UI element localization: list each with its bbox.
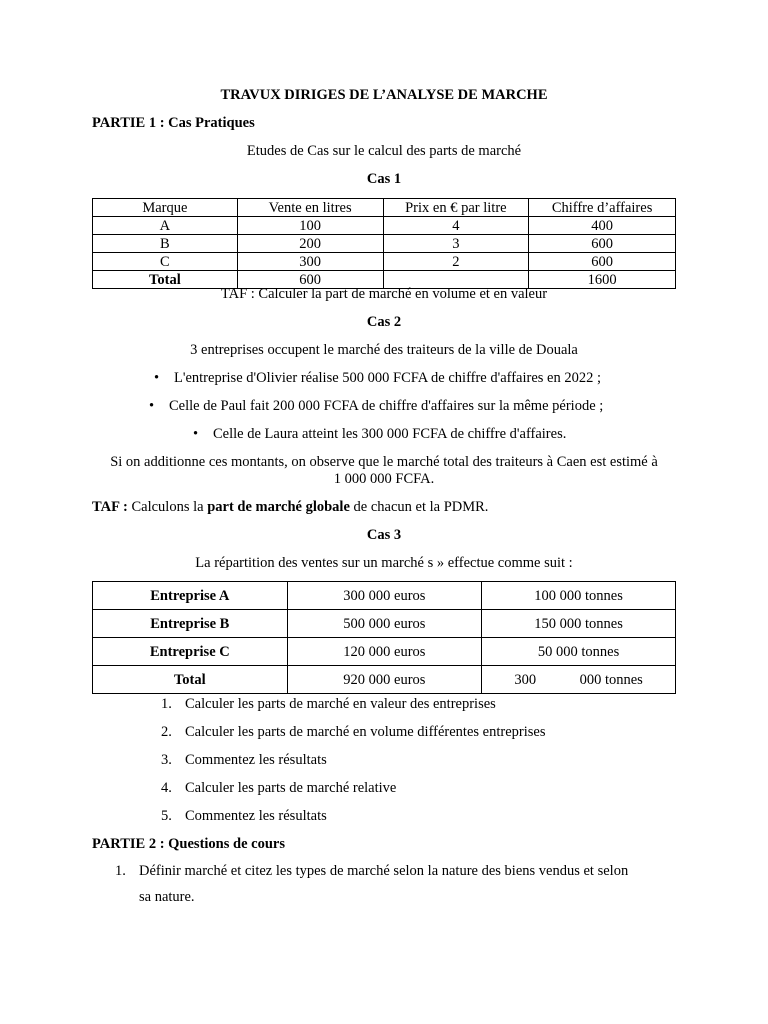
- table-cell: Total: [93, 271, 238, 289]
- partie1-heading: PARTIE 1 : Cas Pratiques: [92, 115, 255, 131]
- list-number: 3.: [161, 752, 172, 768]
- table-cell: 600: [529, 235, 676, 253]
- list-item-text: Calculer les parts de marché en volume différentes entreprises: [185, 724, 546, 740]
- list-number: 1.: [115, 863, 126, 879]
- list-item: [154, 370, 601, 387]
- list-item: [115, 863, 628, 880]
- bullet-icon: •: [149, 398, 155, 414]
- list-item: [193, 426, 566, 443]
- taf-label: TAF :: [92, 499, 128, 515]
- table-cell: C: [93, 253, 238, 271]
- table-cell: 3: [383, 235, 529, 253]
- list-item: [149, 398, 603, 415]
- taf-bold-text: part de marché globale: [207, 499, 350, 515]
- table-row: [93, 582, 676, 610]
- cas2-heading: Cas 2: [366, 314, 402, 330]
- list-number: 4.: [161, 780, 172, 796]
- table-cell: 50 000 tonnes: [482, 638, 676, 666]
- table-row: [93, 235, 676, 253]
- table-cell: 1600: [529, 271, 676, 289]
- table-cell: 920 000 euros: [287, 666, 482, 694]
- table-cell: 300 000 tonnes: [482, 666, 676, 694]
- table-row: [93, 638, 676, 666]
- table-cell: 100 000 tonnes: [482, 582, 676, 610]
- table-cell: 600: [529, 253, 676, 271]
- cas1-table: [92, 198, 676, 289]
- table-cell: 300: [237, 253, 383, 271]
- table-cell: 200: [237, 235, 383, 253]
- table-cell: Entreprise A: [93, 582, 288, 610]
- table-cell: B: [93, 235, 238, 253]
- table-cell: 500 000 euros: [287, 610, 482, 638]
- list-item-text: Commentez les résultats: [185, 808, 327, 824]
- bullet-icon: •: [154, 370, 160, 386]
- table-row: [93, 253, 676, 271]
- table-cell: 150 000 tonnes: [482, 610, 676, 638]
- list-item-text: Calculer les parts de marché relative: [185, 780, 397, 796]
- list-item: [161, 780, 396, 797]
- table-total-row: [93, 666, 676, 694]
- table-header-cell: Chiffre d’affaires: [529, 199, 676, 217]
- table-cell: 100: [237, 217, 383, 235]
- list-item: [161, 696, 496, 713]
- list-item-text: Celle de Paul fait 200 000 FCFA de chiffre d'affaires sur la même période ;: [169, 398, 604, 414]
- list-item-text: L'entreprise d'Olivier réalise 500 000 FCFA de chiffre d'affaires en 2022 ;: [174, 370, 602, 386]
- table-cell: Total: [93, 666, 288, 694]
- cas2-paragraph-line2: 1 000 000 FCFA.: [333, 471, 435, 487]
- list-number: 2.: [161, 724, 172, 740]
- list-item-continuation: sa nature.: [139, 889, 195, 905]
- table-header-cell: Prix en € par litre: [383, 199, 529, 217]
- partie2-heading: PARTIE 2 : Questions de cours: [92, 836, 285, 852]
- table-cell: Entreprise B: [93, 610, 288, 638]
- list-item-text: Calculer les parts de marché en valeur des entreprises: [185, 696, 496, 712]
- cas2-taf: [92, 499, 488, 516]
- taf-text: Calculons la: [127, 499, 208, 515]
- list-item-text: Commentez les résultats: [185, 752, 327, 768]
- table-row: [93, 217, 676, 235]
- table-cell: 300 000 euros: [287, 582, 482, 610]
- table-cell: 2: [383, 253, 529, 271]
- document-title: TRAVUX DIRIGES DE L’ANALYSE DE MARCHE: [220, 87, 548, 103]
- cas3-table: [92, 581, 676, 694]
- list-item-text: Définir marché et citez les types de marché selon la nature des biens vendus et selon: [139, 863, 629, 879]
- table-cell: Entreprise C: [93, 638, 288, 666]
- list-item: [161, 752, 327, 769]
- table-cell: A: [93, 217, 238, 235]
- list-number: 1.: [161, 696, 172, 712]
- table-cell: 400: [529, 217, 676, 235]
- table-header-cell: Vente en litres: [237, 199, 383, 217]
- table-header-row: [93, 199, 676, 217]
- etudes-title: Etudes de Cas sur le calcul des parts de marché: [246, 143, 522, 159]
- table-cell: 600: [237, 271, 383, 289]
- list-item-text: Celle de Laura atteint les 300 000 FCFA de chiffre d'affaires.: [213, 426, 567, 442]
- table-cell: 120 000 euros: [287, 638, 482, 666]
- cas1-taf: TAF : Calculer la part de marché en volume et en valeur: [220, 286, 548, 302]
- cas3-intro: La répartition des ventes sur un marché s » effectue comme suit :: [195, 555, 573, 571]
- cas3-heading: Cas 3: [366, 527, 402, 543]
- list-item: [161, 724, 545, 741]
- cas1-heading: Cas 1: [366, 171, 402, 187]
- list-number: 5.: [161, 808, 172, 824]
- bullet-icon: •: [193, 426, 199, 442]
- cas2-intro: 3 entreprises occupent le marché des traiteurs de la ville de Douala: [190, 342, 578, 358]
- list-item: [161, 808, 327, 825]
- table-cell: 4: [383, 217, 529, 235]
- cas2-paragraph-line1: Si on additionne ces montants, on observe que le marché total des traiteurs à Caen est estimé à: [110, 454, 658, 470]
- table-row: [93, 610, 676, 638]
- taf-text: de chacun et la PDMR.: [349, 499, 489, 515]
- table-header-cell: Marque: [93, 199, 238, 217]
